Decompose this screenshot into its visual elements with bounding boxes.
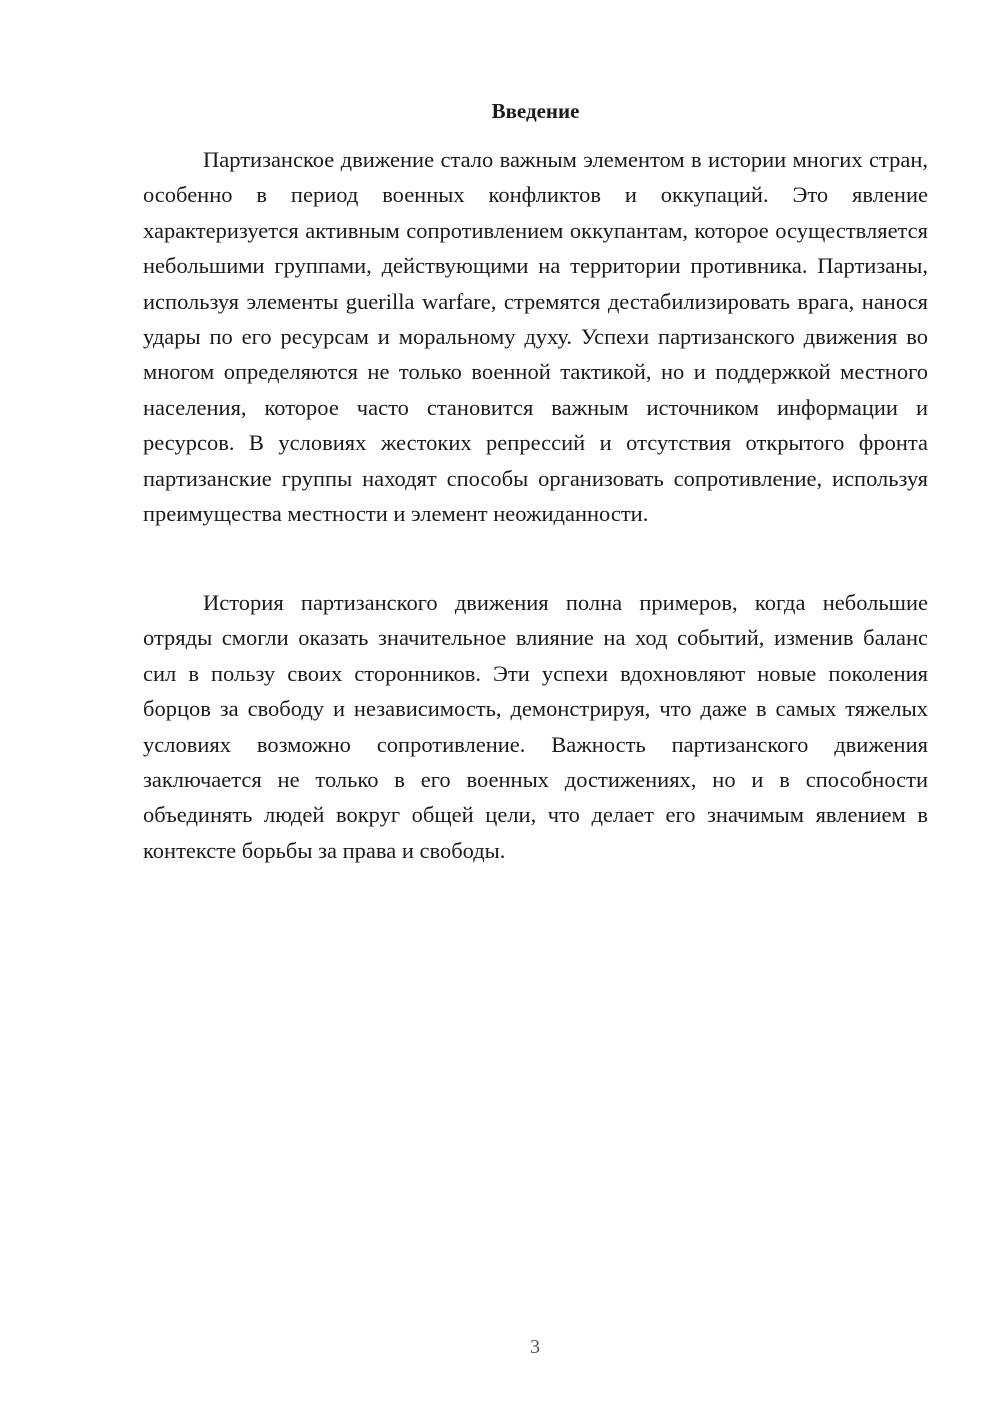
section-heading: Введение [491, 99, 580, 123]
page-number: 3 [530, 1336, 540, 1358]
body-paragraph-1: Партизанское движение стало важным элементом в истории многих стран, особенно в период военных конфликтов и оккупаций. Это явление характеризуется активным сопротивлением оккупантам, которое осуществляется небольшими группами, действующими на территории противника. Партизаны, используя элементы guerilla warfare, стремятся дестабилизировать врага, нанося удары по его ресурсам и моральному духу. Успехи партизанского движения во многом определяются не только военной тактикой, но и поддержкой местного населения, которое часто становится важным источником информации и ресурсов. В условиях жестоких репрессий и отсутствия открытого фронта партизанские группы находят способы организовать сопротивление, используя преимущества местности и элемент неожиданности. [143, 147, 928, 527]
body-paragraph-2: История партизанского движения полна примеров, когда небольшие отряды смогли оказать значительное влияние на ход событий, изменив баланс сил в пользу своих сторонников. Эти успехи вдохновляют новые поколения борцов за свободу и независимость, демонстрируя, что даже в самых тяжелых условиях возможно сопротивление. Важность партизанского движения заключается не только в его военных достижениях, но и в способности объединять людей вокруг общей цели, что делает его значимым явлением в контексте борьбы за права и свободы. [143, 590, 928, 863]
